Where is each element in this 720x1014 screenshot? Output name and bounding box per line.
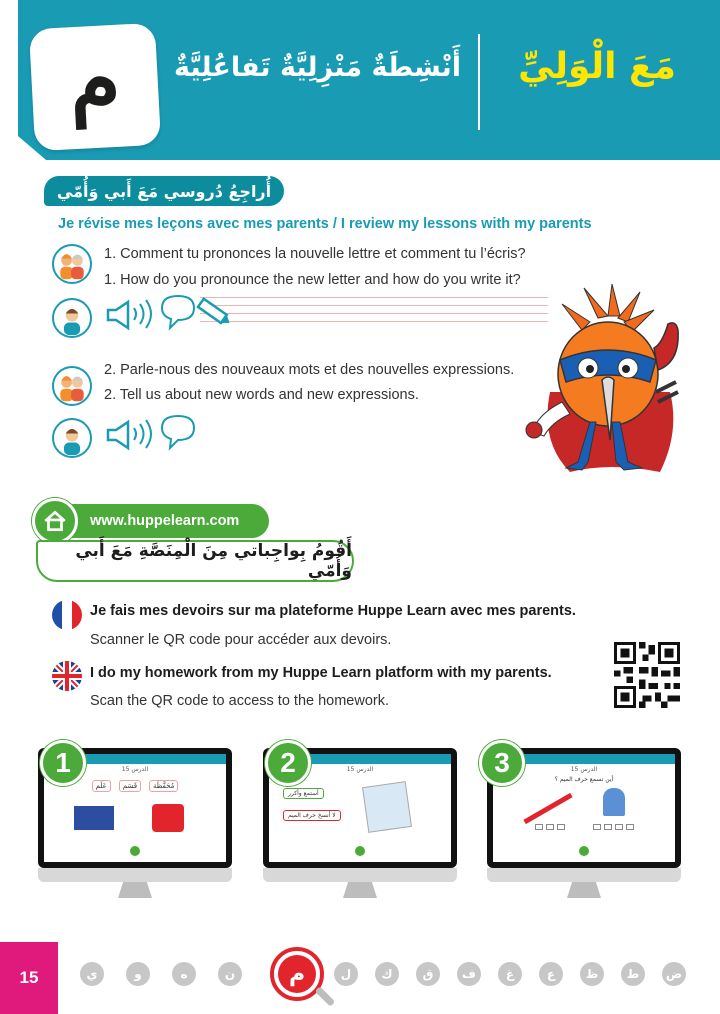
question-text: أين تسمع حرف الميم ؟ [554, 776, 614, 783]
page-header [0, 0, 720, 160]
page-number: 15 [0, 942, 58, 1014]
alphabet-letter[interactable]: غ [498, 962, 522, 986]
writing-lines [200, 297, 548, 329]
step-number-badge: 2 [265, 740, 311, 786]
section2-arabic-title: أَقُومُ بِواجِباتي مِنَ الْمِنَصَّةِ مَعَ أَبي وَأُمّي [36, 540, 354, 582]
step-number-badge: 1 [40, 740, 86, 786]
question-2-en: 2. Tell us about new words and new expressions. [104, 387, 419, 403]
question-1-fr: 1. Comment tu prononces la nouvelle lettre et comment tu l’écris? [104, 246, 526, 262]
uk-flag-icon [52, 661, 82, 691]
home-icon [32, 498, 78, 544]
boy-image [603, 788, 625, 816]
speaker-bubble-icon [104, 294, 199, 334]
option-card[interactable]: لا أنسخ حرف الميم [283, 810, 341, 821]
alphabet-letter[interactable]: ل [334, 962, 358, 986]
section1-subtitle: Je révise mes leçons avec mes parents / I review my lessons with my parents [58, 216, 592, 232]
child-icon [52, 298, 92, 338]
screen-title: الدرس 15 [570, 766, 598, 773]
question-2-fr: 2. Parle-nous des nouveaux mots et des nouvelles expressions. [104, 362, 515, 378]
header-title: مَعَ الْوَلِيِّ [518, 46, 676, 87]
parents-icon [52, 244, 92, 284]
eu-flag-image[interactable] [74, 806, 114, 830]
monitor-step-1 [38, 740, 232, 900]
qr-code[interactable] [614, 642, 680, 708]
french-flag-icon [52, 600, 82, 630]
header-subtitle: أَنْشِطَةٌ مَنْزِلِيَّةٌ تَفاعُلِيَّةٌ [174, 52, 461, 83]
hoopoe-mascot-illustration [520, 282, 702, 482]
alphabet-letter[interactable]: ه [172, 962, 196, 986]
word-card[interactable]: قَسَم [119, 780, 141, 792]
child-icon [52, 418, 92, 458]
homework-en-bold: I do my homework from my Huppe Learn platform with my parents. [90, 665, 552, 681]
monitor-step-3 [487, 740, 681, 900]
alphabet-letter[interactable]: ض [662, 962, 686, 986]
alphabet-letter[interactable]: و [126, 962, 150, 986]
alphabet-letter[interactable]: ق [416, 962, 440, 986]
letter-card [29, 23, 161, 151]
alphabet-letter[interactable]: ف [457, 962, 481, 986]
alphabet-letter[interactable]: ي [80, 962, 104, 986]
homework-fr-bold: Je fais mes devoirs sur ma plateforme Huppe Learn avec mes parents. [90, 603, 576, 619]
website-link[interactable]: www.huppelearn.com [36, 504, 269, 538]
question-1-en: 1. How do you pronounce the new letter and how do you write it? [104, 272, 521, 288]
schoolbag-image[interactable] [152, 804, 184, 832]
answer-boxes[interactable] [535, 824, 565, 830]
homework-en-sub: Scan the QR code to access to the homework. [90, 693, 390, 709]
textbook-image [362, 781, 412, 833]
check-icon[interactable] [579, 846, 589, 856]
magnifier-handle [315, 986, 336, 1007]
check-icon[interactable] [355, 846, 365, 856]
answer-boxes[interactable] [593, 824, 634, 830]
option-card[interactable]: أستمع وأكرر [283, 788, 324, 799]
speaker-bubble-icon [104, 414, 199, 454]
header-divider [478, 34, 480, 130]
letter-glyph: م [66, 30, 123, 130]
screen-title: الدرس 15 [346, 766, 374, 773]
pencil-image [523, 793, 572, 824]
alphabet-letter[interactable]: ظ [580, 962, 604, 986]
section1-arabic-title: أُراجِعُ دُروسي مَعَ أَبي وَأُمّي [44, 176, 284, 206]
alphabet-letter[interactable]: ن [218, 962, 242, 986]
parents-icon [52, 366, 92, 406]
alphabet-letter[interactable]: ك [375, 962, 399, 986]
alphabet-letter[interactable]: ط [621, 962, 645, 986]
homework-fr-sub: Scanner le QR code pour accéder aux devoirs. [90, 632, 392, 648]
active-letter-glyph: م [278, 955, 316, 993]
pencil-icon [194, 294, 234, 330]
alphabet-letter[interactable]: ع [539, 962, 563, 986]
word-card[interactable]: مُحَفَّظَة [149, 780, 178, 792]
word-card[interactable]: عَلَم [92, 780, 111, 792]
monitor-step-2 [263, 740, 457, 900]
screen-title: الدرس 15 [121, 766, 149, 773]
step-number-badge: 3 [479, 740, 525, 786]
check-icon[interactable] [130, 846, 140, 856]
